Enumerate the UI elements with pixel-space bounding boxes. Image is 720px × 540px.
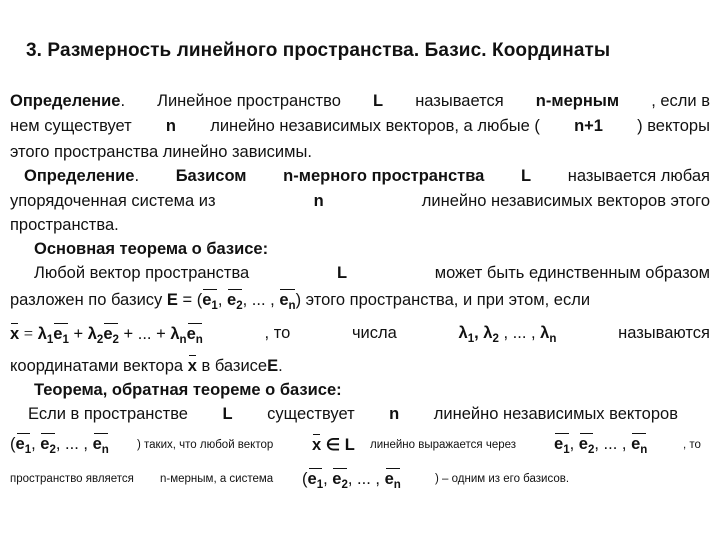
slide-page: 3. Размерность линейного пространства. Базис. Координаты Определение. Линейное пространство L называется n-мерным , если в нем существует n линейно независимых векторов, а любые ( n+1 ) векторы этого пространства линейно зависимы. Определение. Базисом n-мерного пространства L называется любая упорядоченная система из n линейно независимых векторов этого пространства. Основная теорема о базисе: Любой вектор пространства L может быть единственным образом разложен по базису $E = (e_1$, $e_2$, ... , $e_n$) этого пространства, и при этом, если $x = \lambda_1e_1 + \lambda_2e_2$ + ... + $\lambda_ne_n$ , то числа $\lambda_1$, $\lambda_2$ , ... , $\lambda_n$ называются координатами вектора x в базисеE. Теорема, обратная теореме о базисе: Если в пространстве L существует n линейно независимых векторов ($e_1$, $e_2$, ... , $e_n$ ) таких, что любой вектор x ∈ L линейно выражается через $e_1$, $e_2$, ... , $e_n$ , то пространство является n-мерным, а система ($e_1$, $e_2$, ... , $e_n$ ) – одним из его базисов. xyxy=(10,40,710,492)
theorem1-line3: $x = \lambda_1e_1 + \lambda_2e_2$ + ... + $\lambda_ne_n$ , то числа $\lambda_1$, $\lambda_2$ , ... , $\lambda_n$ называются xyxy=(10,324,710,347)
basis-formula: = ($e_1$, $e_2$, ... , $e_n$) xyxy=(182,291,302,313)
def1-line1: Определение. Линейное пространство L называется n-мерным , если в xyxy=(10,92,710,110)
coordinates-list: $\lambda_1$, $\lambda_2$ , ... , $\lambda_n$ xyxy=(458,324,557,346)
expansion-formula: $x = \lambda_1e_1 + \lambda_2e_2$ + ... + $\lambda_ne_n$ xyxy=(10,324,203,347)
def2-line1: Определение. Базисом n-мерного пространства L называется любая xyxy=(24,167,710,185)
def1-term: Определение xyxy=(10,92,121,110)
def1-line3: этого пространства линейно зависимы. xyxy=(10,143,312,161)
theorem2-line1: Если в пространстве L существует n линейно независимых векторов xyxy=(28,405,678,423)
def1-line2: нем существует n линейно независимых векторов, а любые ( n+1 ) векторы xyxy=(10,117,710,135)
def2-line2: упорядоченная система из n линейно независимых векторов этого xyxy=(10,192,710,210)
theorem1-heading: Основная теорема о базисе: xyxy=(34,240,269,258)
def2-term: Определение xyxy=(24,167,135,185)
vector-system-2: $e_1$, $e_2$, ... , $e_n$ xyxy=(554,435,648,457)
theorem1-line1: Любой вектор пространства L может быть единственным образом xyxy=(34,264,710,282)
vector-system-1: ($e_1$, $e_2$, ... , $e_n$ xyxy=(10,435,109,457)
def2-line3: пространства. xyxy=(10,216,119,234)
slide-title: 3. Размерность линейного пространства. Базис. Координаты xyxy=(26,40,611,61)
theorem1-line4: координатами вектора x в базисеE. xyxy=(10,357,283,375)
vector-system-3: ($e_1$, $e_2$, ... , $e_n$ xyxy=(302,470,401,492)
theorem1-line2: разложен по базису $E = (e_1$, $e_2$, ... , $e_n$) этого пространства, и при этом, если xyxy=(10,291,591,313)
theorem2-heading: Теорема, обратная теореме о базисе: xyxy=(34,381,342,399)
